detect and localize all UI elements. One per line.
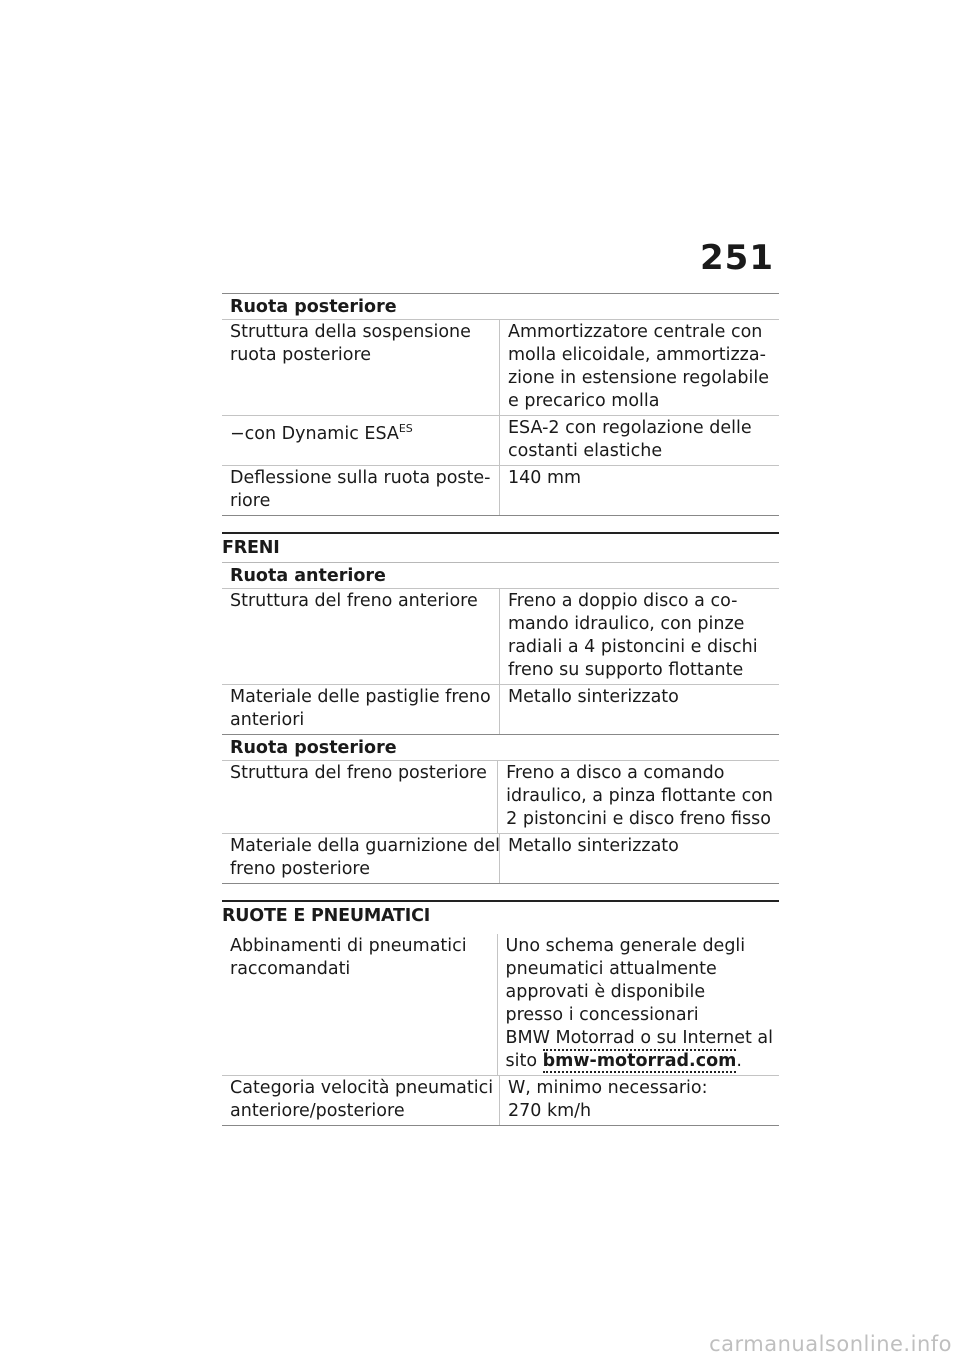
spec-value-line: presso i concessionari <box>505 1005 699 1025</box>
spec-content <box>222 293 779 1126</box>
spec-value-line: Metallo sinterizzato <box>508 836 679 856</box>
spec-value-line: molla elicoidale, ammortizza- <box>508 345 766 365</box>
spec-value-line: radiali a 4 pistoncini e dischi <box>508 637 758 657</box>
spec-value-line: freno su supporto flottante <box>508 660 744 680</box>
rear-suspension-heading: Ruota posteriore <box>222 293 779 319</box>
spec-key <box>222 834 500 883</box>
spec-value <box>500 1076 779 1125</box>
table-row <box>222 319 779 415</box>
spec-key-line <box>230 417 491 446</box>
spec-value <box>500 589 779 684</box>
spec-key-line: Abbinamenti di pneumatici <box>230 936 467 956</box>
spec-key-line: Struttura del freno anteriore <box>230 591 478 611</box>
spec-key <box>222 685 500 734</box>
spec-value-line: zione in estensione regolabile <box>508 368 769 388</box>
rear-brake-heading: Ruota posteriore <box>222 734 779 760</box>
spec-key-line: freno posteriore <box>230 859 370 879</box>
spec-value-line: BMW Motorrad o su Internet al <box>505 1028 773 1048</box>
spec-key-line: anteriori <box>230 710 305 730</box>
spec-value-line: Uno schema generale degli <box>505 936 746 956</box>
spec-key <box>222 589 500 684</box>
spec-key-text: −con Dynamic ESA <box>230 423 399 444</box>
spec-value-line: Freno a disco a comando <box>506 763 725 783</box>
spec-value <box>498 934 780 1075</box>
spec-value <box>500 416 779 465</box>
table-row <box>222 415 779 465</box>
watermark: carmanualsonline.info <box>709 1332 952 1356</box>
spec-value-line: W, minimo necessario: <box>508 1078 708 1098</box>
spec-key-line: ruota posteriore <box>230 345 372 365</box>
spec-key <box>222 1076 500 1125</box>
spec-key-line: raccomandati <box>230 959 351 979</box>
table-row <box>222 1075 779 1126</box>
spec-value <box>500 320 779 415</box>
spec-value-line: Metallo sinterizzato <box>508 687 679 707</box>
spec-key-line: Categoria velocità pneumatici <box>230 1078 494 1098</box>
section-title-wheels-tyres: RUOTE E PNEUMATICI <box>222 900 779 934</box>
table-row <box>222 833 779 884</box>
table-row <box>222 684 779 734</box>
spec-value-line: Freno a doppio disco a co- <box>508 591 738 611</box>
spec-value-text: . <box>736 1051 742 1071</box>
spec-key-line: Struttura del freno posteriore <box>230 763 487 783</box>
spec-key-line: anteriore/posteriore <box>230 1101 405 1121</box>
table-row <box>222 934 779 1075</box>
spec-value <box>500 834 779 883</box>
option-superscript: ES <box>398 422 413 435</box>
spec-key <box>222 466 500 515</box>
spec-value-line: 2 pistoncini e disco freno fisso <box>506 809 771 829</box>
spec-value-line: costanti elastiche <box>508 441 663 461</box>
spec-value-line: e precarico molla <box>508 391 660 411</box>
table-row <box>222 760 779 833</box>
spec-key <box>222 416 500 465</box>
spec-value-text: sito <box>505 1051 543 1071</box>
spec-key-line: riore <box>230 491 271 511</box>
spec-key-line: Materiale delle pastiglie freno <box>230 687 491 707</box>
spec-value <box>498 761 779 833</box>
spec-value <box>500 685 779 734</box>
spec-key <box>222 934 498 1075</box>
spec-key <box>222 761 498 833</box>
spec-key-line: Materiale della guarnizione del <box>230 836 500 856</box>
spec-value-line: mando idraulico, con pinze <box>508 614 745 634</box>
spec-value-line: Ammortizzatore centrale con <box>508 322 763 342</box>
spec-value-line: 140 mm <box>508 468 582 488</box>
spec-value <box>500 466 779 515</box>
spec-value-line: ESA-2 con regolazione delle <box>508 418 752 438</box>
front-brake-heading: Ruota anteriore <box>222 562 779 588</box>
spec-key-line: Struttura della sospensione <box>230 322 471 342</box>
spec-value-line: 270 km/h <box>508 1101 592 1121</box>
spec-value-line: pneumatici attualmente <box>505 959 717 979</box>
spec-key <box>222 320 500 415</box>
table-row <box>222 588 779 684</box>
section-title-brakes: FRENI <box>222 532 779 562</box>
spec-value-line <box>506 1050 774 1073</box>
table-row <box>222 465 779 516</box>
spec-key-line: Deflessione sulla ruota poste- <box>230 468 491 488</box>
spec-value-line: approvati è disponibile <box>505 982 706 1002</box>
page-number: 251 <box>700 238 774 278</box>
spec-value-line: idraulico, a pinza flottante con <box>506 786 773 806</box>
website-link[interactable]: bmw-motorrad.com <box>542 1051 737 1071</box>
